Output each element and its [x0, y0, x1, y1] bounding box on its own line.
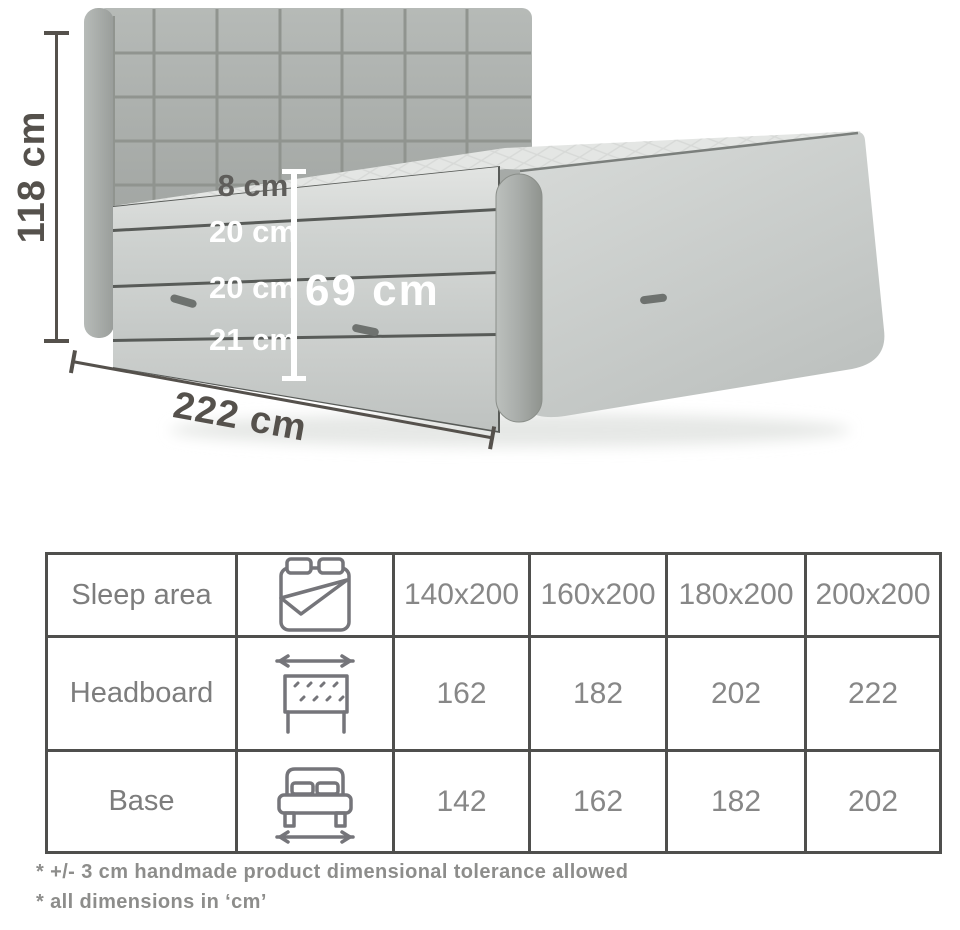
sleep-area-icon-cell	[237, 554, 394, 637]
size-cell: 140x200	[394, 554, 530, 637]
base-frame	[279, 795, 351, 813]
headboard-side-edge	[84, 8, 114, 338]
middle-thickness-label: 20 cm	[209, 270, 297, 305]
row-label-base: Base	[47, 751, 237, 853]
base-width-icon	[267, 759, 363, 845]
pillow-left	[292, 783, 313, 794]
topper-thickness-label: 8 cm	[217, 168, 289, 203]
table-row-base	[47, 751, 941, 853]
size-cell: 142	[394, 751, 530, 853]
sleep-area-top-view-icon	[277, 556, 353, 634]
pillow-right	[317, 783, 338, 794]
length-dimension-label: 222 cm	[169, 384, 311, 450]
size-cell: 162	[394, 637, 530, 751]
pillow-left	[287, 559, 311, 573]
size-cell: 182	[667, 751, 806, 853]
table-row-headboard	[47, 637, 941, 751]
size-cell: 162	[530, 751, 667, 853]
size-cell: 160x200	[530, 554, 667, 637]
height-dimension-line	[55, 32, 58, 342]
size-cell: 202	[806, 751, 941, 853]
tolerance-footnote: * +/- 3 cm handmade product dimensional tolerance allowed	[36, 861, 629, 883]
size-cell: 222	[806, 637, 941, 751]
leg-left	[285, 813, 294, 826]
table-row-sleep-area	[47, 554, 941, 637]
corner-post	[496, 174, 542, 422]
row-label-sleep-area: Sleep area	[47, 554, 237, 637]
foot-face	[520, 132, 884, 417]
pillow-right	[319, 559, 343, 573]
mattress-thickness-label: 20 cm	[209, 214, 297, 249]
headboard-width-icon	[267, 652, 363, 736]
units-footnote: * all dimensions in ‘cm’	[36, 891, 267, 913]
height-dimension-top-cap	[44, 31, 69, 35]
height-dimension-label: 118 cm	[11, 110, 53, 244]
upholstery-dots	[295, 683, 343, 700]
side-height-label: 69 cm	[305, 266, 440, 315]
row-label-headboard: Headboard	[47, 637, 237, 751]
size-cell: 202	[667, 637, 806, 751]
size-table	[45, 552, 942, 854]
height-dimension-bottom-cap	[44, 339, 69, 343]
size-cell: 182	[530, 637, 667, 751]
side-height-bar-bottom-cap	[282, 376, 306, 381]
size-cell: 180x200	[667, 554, 806, 637]
leg-right	[336, 813, 345, 826]
base-icon-cell	[237, 751, 394, 853]
size-cell: 200x200	[806, 554, 941, 637]
headboard-icon-cell	[237, 637, 394, 751]
base-thickness-label: 21 cm	[209, 322, 297, 357]
